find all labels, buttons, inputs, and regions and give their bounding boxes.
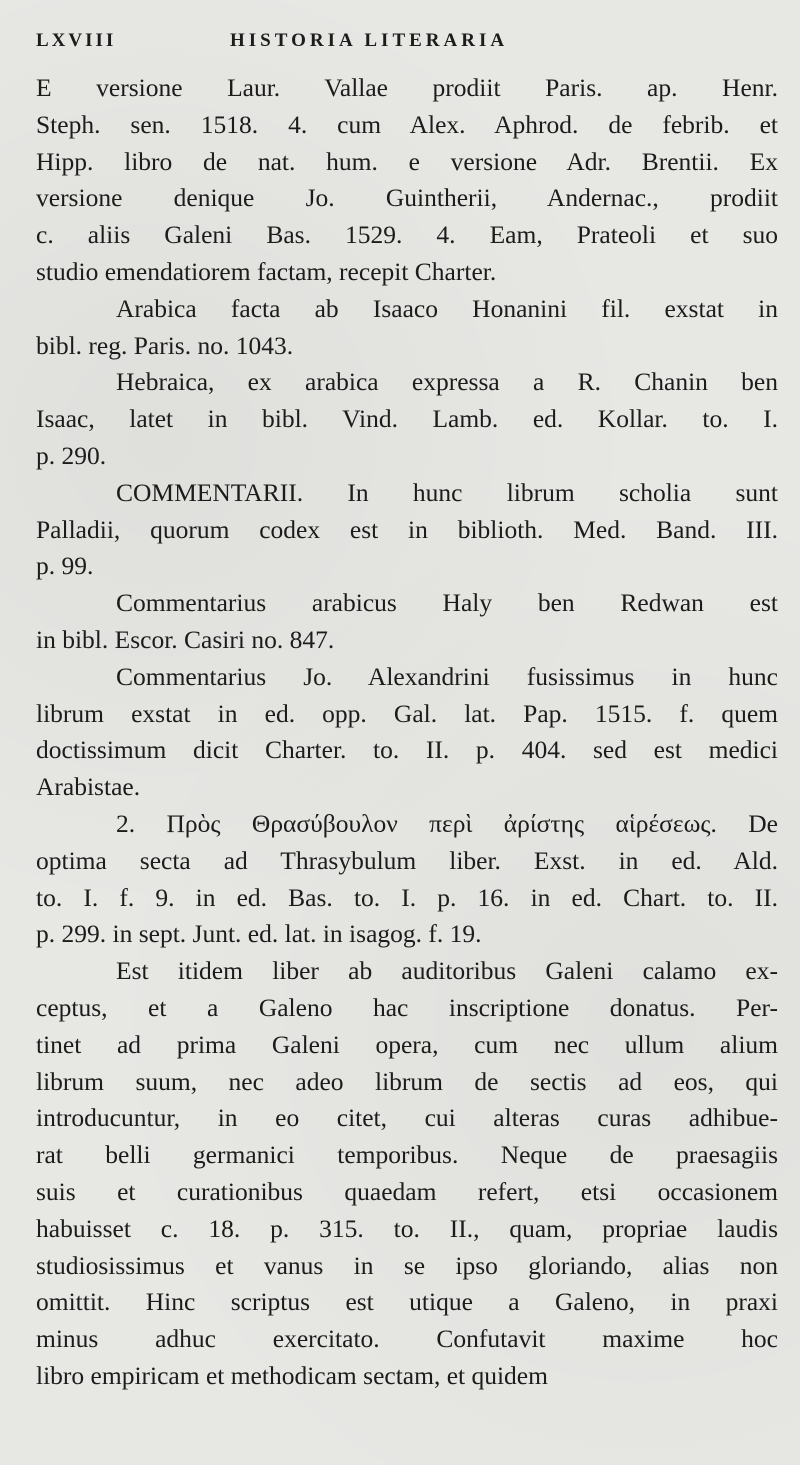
text-line: in bibl. Escor. Casiri no. 847. [36, 624, 335, 654]
text-line: Hipp. libro de nat. hum. e versione Adr. Brentii. Ex [36, 146, 778, 176]
paragraph [36, 659, 778, 806]
text-line: optima secta ad Thrasybulum liber. Exst. in ed. Ald. [36, 845, 778, 875]
text-line: Commentarius Jo. Alexandrini fusissimus in hunc [116, 661, 778, 691]
paragraph [36, 475, 778, 585]
text-line: c. aliis Galeni Bas. 1529. 4. Eam, Prateoli et suo [36, 220, 778, 250]
text-line: Est itidem liber ab auditoribus Galeni calamo ex- [116, 956, 778, 986]
paragraph [36, 953, 778, 1395]
paragraph [36, 364, 778, 474]
text-line: tinet ad prima Galeni opera, cum nec ullum alium [36, 1029, 778, 1059]
text-line: minus adhuc exercitato. Confutavit maxime hoc [36, 1324, 778, 1354]
text-line: Steph. sen. 1518. 4. cum Alex. Aphrod. de febrib. et [36, 109, 778, 139]
text-line: p. 99. [36, 551, 94, 581]
text-line: versione denique Jo. Guintherii, Andernac., prodiit [36, 183, 778, 213]
paragraph [36, 70, 778, 291]
text-line: librum exstat in ed. opp. Gal. lat. Pap. 1515. f. quem [36, 698, 778, 728]
text-line: to. I. f. 9. in ed. Bas. to. I. p. 16. in ed. Chart. to. II. [36, 882, 778, 912]
text-line: suis et curationibus quaedam refert, etsi occasionem [36, 1176, 778, 1206]
text-line: Hebraica, ex arabica expressa a R. Chanin ben [116, 367, 778, 397]
text-line: introducuntur, in eo citet, cui alteras curas adhibue- [36, 1103, 778, 1133]
text-line: bibl. reg. Paris. no. 1043. [36, 330, 294, 360]
text-line: ceptus, et a Galeno hac inscriptione donatus. Per- [36, 992, 778, 1022]
text-line: Arabica facta ab Isaaco Honanini fil. exstat in [116, 293, 778, 323]
text-line: 2. Πρὸς Θρασύβουλον περὶ ἀρίστης αἱρέσεως. De [116, 808, 778, 838]
text-line: librum suum, nec adeo librum de sectis ad eos, qui [36, 1066, 778, 1096]
paragraph [36, 585, 778, 659]
page-body-text [36, 70, 778, 1395]
text-line: Isaac, latet in bibl. Vind. Lamb. ed. Kollar. to. I. [36, 404, 778, 434]
text-line: p. 299. in sept. Junt. ed. lat. in isagog. f. 19. [36, 919, 482, 949]
running-header [36, 30, 778, 70]
text-line: Palladii, quorum codex est in biblioth. Med. Band. III. [36, 514, 778, 544]
text-line: studiosissimus et vanus in se ipso gloriando, alias non [36, 1250, 778, 1280]
text-line: rat belli germanici temporibus. Neque de praesagiis [36, 1140, 778, 1170]
text-line: studio emendatiorem factam, recepit Charter. [36, 256, 497, 286]
running-title: HISTORIA LITERARIA [230, 30, 509, 51]
page-folio: LXVIII [36, 30, 117, 51]
paragraph [36, 806, 778, 953]
text-line: E versione Laur. Vallae prodiit Paris. ap. Henr. [36, 73, 778, 102]
text-line: Arabistae. [36, 772, 141, 802]
text-line: p. 290. [36, 440, 107, 470]
text-line: libro empiricam et methodicam sectam, et quidem [36, 1360, 548, 1390]
text-line: omittit. Hinc scriptus est utique a Galeno, in praxi [36, 1287, 778, 1317]
paragraph [36, 291, 778, 365]
text-line: COMMENTARII. In hunc librum scholia sunt [116, 477, 778, 507]
text-line: doctissimum dicit Charter. to. II. p. 404. sed est medici [36, 735, 778, 765]
text-line: Commentarius arabicus Haly ben Redwan est [116, 588, 778, 618]
text-line: habuisset c. 18. p. 315. to. II., quam, propriae laudis [36, 1213, 778, 1243]
